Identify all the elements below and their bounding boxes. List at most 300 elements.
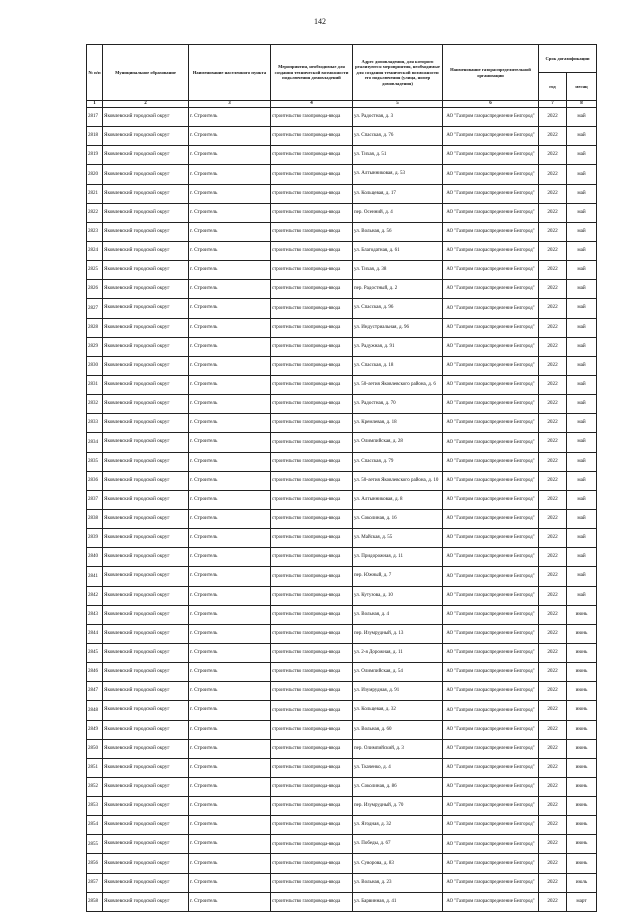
- municipality-cell: Яковлевский городской округ: [103, 108, 189, 127]
- year-cell: 2022: [539, 663, 567, 682]
- row-number: 2819: [87, 146, 103, 165]
- row-number: 2847: [87, 682, 103, 701]
- locality-cell: г. Строитель: [189, 624, 271, 643]
- year-cell: 2022: [539, 452, 567, 471]
- municipality-cell: Яковлевский городской округ: [103, 241, 189, 260]
- table-row: [87, 739, 597, 758]
- month-cell: июнь: [567, 835, 597, 854]
- organization-cell: АО "Газпром газораспределение Белгород": [443, 548, 539, 567]
- header-year: год: [539, 73, 567, 101]
- year-cell: 2022: [539, 586, 567, 605]
- locality-cell: г. Строитель: [189, 356, 271, 375]
- municipality-cell: Яковлевский городской округ: [103, 663, 189, 682]
- locality-cell: г. Строитель: [189, 241, 271, 260]
- locality-cell: г. Строитель: [189, 529, 271, 548]
- month-cell: май: [567, 241, 597, 260]
- organization-cell: АО "Газпром газораспределение Белгород": [443, 414, 539, 433]
- row-number: 2836: [87, 471, 103, 490]
- col-number: 5: [353, 101, 443, 108]
- year-cell: 2022: [539, 203, 567, 222]
- municipality-cell: Яковлевский городской округ: [103, 586, 189, 605]
- row-number: 2829: [87, 337, 103, 356]
- address-cell: пер. Радостный, д. 2: [353, 280, 443, 299]
- row-number: 2844: [87, 624, 103, 643]
- locality-cell: г. Строитель: [189, 337, 271, 356]
- locality-cell: г. Строитель: [189, 433, 271, 452]
- address-cell: ул. Тихая, д. 38: [353, 261, 443, 280]
- table-row: [87, 490, 597, 509]
- address-cell: ул. Изумрудная, д. 91: [353, 682, 443, 701]
- year-cell: 2022: [539, 222, 567, 241]
- municipality-cell: Яковлевский городской округ: [103, 816, 189, 835]
- address-cell: ул. Соколиная, д. 86: [353, 777, 443, 796]
- activity-cell: строительство газопровода-ввода: [271, 739, 353, 758]
- year-cell: 2022: [539, 318, 567, 337]
- row-number: 2839: [87, 529, 103, 548]
- month-cell: март: [567, 892, 597, 911]
- row-number: 2837: [87, 490, 103, 509]
- year-cell: 2022: [539, 701, 567, 720]
- month-cell: май: [567, 184, 597, 203]
- activity-cell: строительство газопровода-ввода: [271, 146, 353, 165]
- address-cell: пер. Изумрудный, д. 70: [353, 797, 443, 816]
- activity-cell: строительство газопровода-ввода: [271, 452, 353, 471]
- activity-cell: строительство газопровода-ввода: [271, 337, 353, 356]
- locality-cell: г. Строитель: [189, 586, 271, 605]
- table-row: [87, 318, 597, 337]
- table-row: [87, 586, 597, 605]
- month-cell: май: [567, 222, 597, 241]
- organization-cell: АО "Газпром газораспределение Белгород": [443, 452, 539, 471]
- table-row: [87, 777, 597, 796]
- month-cell: июнь: [567, 605, 597, 624]
- year-cell: 2022: [539, 127, 567, 146]
- month-cell: июнь: [567, 701, 597, 720]
- activity-cell: строительство газопровода-ввода: [271, 490, 353, 509]
- address-cell: пер. Осенний, д. 4: [353, 203, 443, 222]
- address-cell: ул. Спасская, д. 96: [353, 299, 443, 318]
- year-cell: 2022: [539, 108, 567, 127]
- year-cell: 2022: [539, 146, 567, 165]
- municipality-cell: Яковлевский городской округ: [103, 356, 189, 375]
- municipality-cell: Яковлевский городской округ: [103, 797, 189, 816]
- row-number: 2831: [87, 375, 103, 394]
- col-number: 6: [443, 101, 539, 108]
- locality-cell: г. Строитель: [189, 548, 271, 567]
- address-cell: ул. Алтынниковая, д. 53: [353, 165, 443, 184]
- address-cell: ул. 50-летия Яковлевского района, д. 10: [353, 471, 443, 490]
- municipality-cell: Яковлевский городской округ: [103, 337, 189, 356]
- year-cell: 2022: [539, 299, 567, 318]
- year-cell: 2022: [539, 797, 567, 816]
- table-row: [87, 395, 597, 414]
- organization-cell: АО "Газпром газораспределение Белгород": [443, 184, 539, 203]
- month-cell: июль: [567, 873, 597, 892]
- year-cell: 2022: [539, 854, 567, 873]
- organization-cell: АО "Газпром газораспределение Белгород": [443, 241, 539, 260]
- row-number: 2851: [87, 758, 103, 777]
- activity-cell: строительство газопровода-ввода: [271, 108, 353, 127]
- locality-cell: г. Строитель: [189, 892, 271, 911]
- year-cell: 2022: [539, 490, 567, 509]
- table-row: [87, 280, 597, 299]
- locality-cell: г. Строитель: [189, 395, 271, 414]
- locality-cell: г. Строитель: [189, 299, 271, 318]
- activity-cell: строительство газопровода-ввода: [271, 127, 353, 146]
- col-number: 1: [87, 101, 103, 108]
- year-cell: 2022: [539, 720, 567, 739]
- organization-cell: АО "Газпром газораспределение Белгород": [443, 605, 539, 624]
- table-row: [87, 835, 597, 854]
- year-cell: 2022: [539, 375, 567, 394]
- header-address: Адрес домовладения, для которого реализуются мероприятия, необходимые для создания технической возможности его подключения (улица, номер домовладения): [353, 45, 443, 101]
- activity-cell: строительство газопровода-ввода: [271, 471, 353, 490]
- table-row: [87, 414, 597, 433]
- organization-cell: АО "Газпром газораспределение Белгород": [443, 777, 539, 796]
- table-row: [87, 471, 597, 490]
- row-number: 2856: [87, 854, 103, 873]
- address-cell: ул. Вольная, д. 23: [353, 873, 443, 892]
- address-cell: ул. 50-летия Яковлевского района, д. 6: [353, 375, 443, 394]
- header-activity: Мероприятия, необходимые для создания технической возможности подключения домовладений: [271, 45, 353, 101]
- year-cell: 2022: [539, 567, 567, 586]
- municipality-cell: Яковлевский городской округ: [103, 720, 189, 739]
- activity-cell: строительство газопровода-ввода: [271, 375, 353, 394]
- activity-cell: строительство газопровода-ввода: [271, 758, 353, 777]
- activity-cell: строительство газопровода-ввода: [271, 280, 353, 299]
- month-cell: май: [567, 509, 597, 528]
- municipality-cell: Яковлевский городской округ: [103, 682, 189, 701]
- row-number: 2858: [87, 892, 103, 911]
- municipality-cell: Яковлевский городской округ: [103, 605, 189, 624]
- header-row: [87, 45, 597, 73]
- activity-cell: строительство газопровода-ввода: [271, 663, 353, 682]
- address-cell: ул. Спасская, д. 76: [353, 127, 443, 146]
- month-cell: июнь: [567, 739, 597, 758]
- year-cell: 2022: [539, 337, 567, 356]
- locality-cell: г. Строитель: [189, 471, 271, 490]
- organization-cell: АО "Газпром газораспределение Белгород": [443, 854, 539, 873]
- row-number: 2825: [87, 261, 103, 280]
- locality-cell: г. Строитель: [189, 816, 271, 835]
- month-cell: май: [567, 318, 597, 337]
- col-number: 3: [189, 101, 271, 108]
- organization-cell: АО "Газпром газораспределение Белгород": [443, 280, 539, 299]
- organization-cell: АО "Газпром газораспределение Белгород": [443, 337, 539, 356]
- page-number: 142: [314, 17, 326, 26]
- municipality-cell: Яковлевский городской округ: [103, 165, 189, 184]
- locality-cell: г. Строитель: [189, 414, 271, 433]
- address-cell: ул. Барвинная, д. 41: [353, 892, 443, 911]
- activity-cell: строительство газопровода-ввода: [271, 873, 353, 892]
- row-number: 2833: [87, 414, 103, 433]
- organization-cell: АО "Газпром газораспределение Белгород": [443, 127, 539, 146]
- table-row: [87, 509, 597, 528]
- month-cell: май: [567, 108, 597, 127]
- organization-cell: АО "Газпром газораспределение Белгород": [443, 318, 539, 337]
- month-cell: июнь: [567, 682, 597, 701]
- activity-cell: строительство газопровода-ввода: [271, 835, 353, 854]
- organization-cell: АО "Газпром газораспределение Белгород": [443, 816, 539, 835]
- address-cell: ул. Радужная, д. 91: [353, 337, 443, 356]
- year-cell: 2022: [539, 682, 567, 701]
- month-cell: май: [567, 203, 597, 222]
- locality-cell: г. Строитель: [189, 222, 271, 241]
- municipality-cell: Яковлевский городской округ: [103, 777, 189, 796]
- row-number: 2838: [87, 509, 103, 528]
- row-number: 2841: [87, 567, 103, 586]
- organization-cell: АО "Газпром газораспределение Белгород": [443, 643, 539, 662]
- municipality-cell: Яковлевский городской округ: [103, 261, 189, 280]
- address-cell: ул. Олимпийская, д. 28: [353, 433, 443, 452]
- activity-cell: строительство газопровода-ввода: [271, 567, 353, 586]
- month-cell: июнь: [567, 720, 597, 739]
- municipality-cell: Яковлевский городской округ: [103, 452, 189, 471]
- table-row: [87, 241, 597, 260]
- table-row: [87, 299, 597, 318]
- year-cell: 2022: [539, 165, 567, 184]
- month-cell: май: [567, 337, 597, 356]
- month-cell: май: [567, 299, 597, 318]
- address-cell: пер. Олимпийский, д. 3: [353, 739, 443, 758]
- address-cell: ул. Благодатная, д. 61: [353, 241, 443, 260]
- activity-cell: строительство газопровода-ввода: [271, 624, 353, 643]
- month-cell: май: [567, 356, 597, 375]
- locality-cell: г. Строитель: [189, 318, 271, 337]
- activity-cell: строительство газопровода-ввода: [271, 395, 353, 414]
- table-row: [87, 816, 597, 835]
- address-cell: ул. Алтынниковая, д. 8: [353, 490, 443, 509]
- activity-cell: строительство газопровода-ввода: [271, 720, 353, 739]
- activity-cell: строительство газопровода-ввода: [271, 797, 353, 816]
- address-cell: ул. Ягодная, д. 32: [353, 816, 443, 835]
- municipality-cell: Яковлевский городской округ: [103, 375, 189, 394]
- activity-cell: строительство газопровода-ввода: [271, 892, 353, 911]
- col-number: 2: [103, 101, 189, 108]
- col-number: 4: [271, 101, 353, 108]
- activity-cell: строительство газопровода-ввода: [271, 222, 353, 241]
- activity-cell: строительство газопровода-ввода: [271, 682, 353, 701]
- row-number: 2845: [87, 643, 103, 662]
- year-cell: 2022: [539, 624, 567, 643]
- table-row: [87, 433, 597, 452]
- month-cell: май: [567, 548, 597, 567]
- month-cell: май: [567, 452, 597, 471]
- organization-cell: АО "Газпром газораспределение Белгород": [443, 261, 539, 280]
- row-number: 2857: [87, 873, 103, 892]
- organization-cell: АО "Газпром газораспределение Белгород": [443, 835, 539, 854]
- month-cell: май: [567, 146, 597, 165]
- address-cell: ул. Радостная, д. 3: [353, 108, 443, 127]
- year-cell: 2022: [539, 509, 567, 528]
- year-cell: 2022: [539, 241, 567, 260]
- month-cell: май: [567, 395, 597, 414]
- row-number: 2826: [87, 280, 103, 299]
- organization-cell: АО "Газпром газораспределение Белгород": [443, 529, 539, 548]
- organization-cell: АО "Газпром газораспределение Белгород": [443, 356, 539, 375]
- table-row: [87, 375, 597, 394]
- table-body: [87, 108, 597, 912]
- address-cell: ул. Кутузова, д. 10: [353, 586, 443, 605]
- activity-cell: строительство газопровода-ввода: [271, 509, 353, 528]
- organization-cell: АО "Газпром газораспределение Белгород": [443, 222, 539, 241]
- table-row: [87, 548, 597, 567]
- table-row: [87, 643, 597, 662]
- month-cell: май: [567, 567, 597, 586]
- activity-cell: строительство газопровода-ввода: [271, 816, 353, 835]
- organization-cell: АО "Газпром газораспределение Белгород": [443, 395, 539, 414]
- table-row: [87, 854, 597, 873]
- row-number: 2850: [87, 739, 103, 758]
- locality-cell: г. Строитель: [189, 873, 271, 892]
- locality-cell: г. Строитель: [189, 127, 271, 146]
- municipality-cell: Яковлевский городской округ: [103, 299, 189, 318]
- table-row: [87, 108, 597, 127]
- table-row: [87, 127, 597, 146]
- activity-cell: строительство газопровода-ввода: [271, 184, 353, 203]
- activity-cell: строительство газопровода-ввода: [271, 356, 353, 375]
- month-cell: июнь: [567, 797, 597, 816]
- row-number: 2818: [87, 127, 103, 146]
- organization-cell: АО "Газпром газораспределение Белгород": [443, 663, 539, 682]
- table-row: [87, 663, 597, 682]
- locality-cell: г. Строитель: [189, 203, 271, 222]
- row-number: 2823: [87, 222, 103, 241]
- address-cell: пер. Изумрудный, д. 13: [353, 624, 443, 643]
- activity-cell: строительство газопровода-ввода: [271, 241, 353, 260]
- organization-cell: АО "Газпром газораспределение Белгород": [443, 509, 539, 528]
- row-number: 2849: [87, 720, 103, 739]
- month-cell: май: [567, 127, 597, 146]
- address-cell: пер. Южный, д. 7: [353, 567, 443, 586]
- municipality-cell: Яковлевский городской округ: [103, 280, 189, 299]
- year-cell: 2022: [539, 816, 567, 835]
- municipality-cell: Яковлевский городской округ: [103, 203, 189, 222]
- municipality-cell: Яковлевский городской округ: [103, 433, 189, 452]
- row-number: 2822: [87, 203, 103, 222]
- year-cell: 2022: [539, 433, 567, 452]
- organization-cell: АО "Газпром газораспределение Белгород": [443, 490, 539, 509]
- row-number: 2852: [87, 777, 103, 796]
- table-row: [87, 222, 597, 241]
- header-num: № п/п: [87, 45, 103, 101]
- row-number: 2820: [87, 165, 103, 184]
- month-cell: май: [567, 375, 597, 394]
- address-cell: ул. Придорожная, д. 11: [353, 548, 443, 567]
- locality-cell: г. Строитель: [189, 854, 271, 873]
- address-cell: ул. Победы, д. 67: [353, 835, 443, 854]
- row-number: 2842: [87, 586, 103, 605]
- locality-cell: г. Строитель: [189, 758, 271, 777]
- month-cell: июнь: [567, 777, 597, 796]
- month-cell: июнь: [567, 854, 597, 873]
- locality-cell: г. Строитель: [189, 682, 271, 701]
- locality-cell: г. Строитель: [189, 701, 271, 720]
- row-number: 2855: [87, 835, 103, 854]
- month-cell: июнь: [567, 758, 597, 777]
- gasification-table: [86, 44, 597, 912]
- year-cell: 2022: [539, 356, 567, 375]
- table-row: [87, 892, 597, 911]
- row-number: 2835: [87, 452, 103, 471]
- address-cell: ул. Ткаченко, д. 4: [353, 758, 443, 777]
- address-cell: ул. Кремлевая, д. 18: [353, 414, 443, 433]
- municipality-cell: Яковлевский городской округ: [103, 146, 189, 165]
- table-row: [87, 261, 597, 280]
- locality-cell: г. Строитель: [189, 720, 271, 739]
- year-cell: 2022: [539, 835, 567, 854]
- row-number: 2821: [87, 184, 103, 203]
- col-number: 7: [539, 101, 567, 108]
- year-cell: 2022: [539, 873, 567, 892]
- address-cell: ул. Спасская, д. 79: [353, 452, 443, 471]
- address-cell: ул. Кольцевая, д. 32: [353, 701, 443, 720]
- activity-cell: строительство газопровода-ввода: [271, 605, 353, 624]
- header-organization: Наименование газораспределительной организации: [443, 45, 539, 101]
- row-number: 2846: [87, 663, 103, 682]
- year-cell: 2022: [539, 261, 567, 280]
- table-row: [87, 337, 597, 356]
- municipality-cell: Яковлевский городской округ: [103, 854, 189, 873]
- year-cell: 2022: [539, 471, 567, 490]
- address-cell: ул. Вольная, д. 56: [353, 222, 443, 241]
- organization-cell: АО "Газпром газораспределение Белгород": [443, 375, 539, 394]
- column-number-row: [87, 101, 597, 108]
- address-cell: ул. Радостная, д. 70: [353, 395, 443, 414]
- address-cell: ул. Суворова, д. 83: [353, 854, 443, 873]
- activity-cell: строительство газопровода-ввода: [271, 203, 353, 222]
- organization-cell: АО "Газпром газораспределение Белгород": [443, 165, 539, 184]
- municipality-cell: Яковлевский городской округ: [103, 892, 189, 911]
- municipality-cell: Яковлевский городской округ: [103, 509, 189, 528]
- activity-cell: строительство газопровода-ввода: [271, 643, 353, 662]
- year-cell: 2022: [539, 605, 567, 624]
- organization-cell: АО "Газпром газораспределение Белгород": [443, 471, 539, 490]
- organization-cell: АО "Газпром газораспределение Белгород": [443, 433, 539, 452]
- address-cell: ул. Кольцевая, д. 17: [353, 184, 443, 203]
- table-row: [87, 165, 597, 184]
- month-cell: май: [567, 433, 597, 452]
- year-cell: 2022: [539, 548, 567, 567]
- row-number: 2843: [87, 605, 103, 624]
- activity-cell: строительство газопровода-ввода: [271, 261, 353, 280]
- address-cell: ул. Соколиная, д. 16: [353, 509, 443, 528]
- row-number: 2854: [87, 816, 103, 835]
- locality-cell: г. Строитель: [189, 452, 271, 471]
- month-cell: май: [567, 490, 597, 509]
- organization-cell: АО "Газпром газораспределение Белгород": [443, 624, 539, 643]
- organization-cell: АО "Газпром газораспределение Белгород": [443, 797, 539, 816]
- municipality-cell: Яковлевский городской округ: [103, 873, 189, 892]
- year-cell: 2022: [539, 758, 567, 777]
- municipality-cell: Яковлевский городской округ: [103, 471, 189, 490]
- col-number: 8: [567, 101, 597, 108]
- activity-cell: строительство газопровода-ввода: [271, 529, 353, 548]
- locality-cell: г. Строитель: [189, 146, 271, 165]
- locality-cell: г. Строитель: [189, 108, 271, 127]
- municipality-cell: Яковлевский городской округ: [103, 318, 189, 337]
- table-row: [87, 203, 597, 222]
- locality-cell: г. Строитель: [189, 835, 271, 854]
- month-cell: июнь: [567, 624, 597, 643]
- month-cell: май: [567, 529, 597, 548]
- activity-cell: строительство газопровода-ввода: [271, 777, 353, 796]
- table-row: [87, 605, 597, 624]
- table-row: [87, 452, 597, 471]
- municipality-cell: Яковлевский городской округ: [103, 490, 189, 509]
- year-cell: 2022: [539, 414, 567, 433]
- activity-cell: строительство газопровода-ввода: [271, 701, 353, 720]
